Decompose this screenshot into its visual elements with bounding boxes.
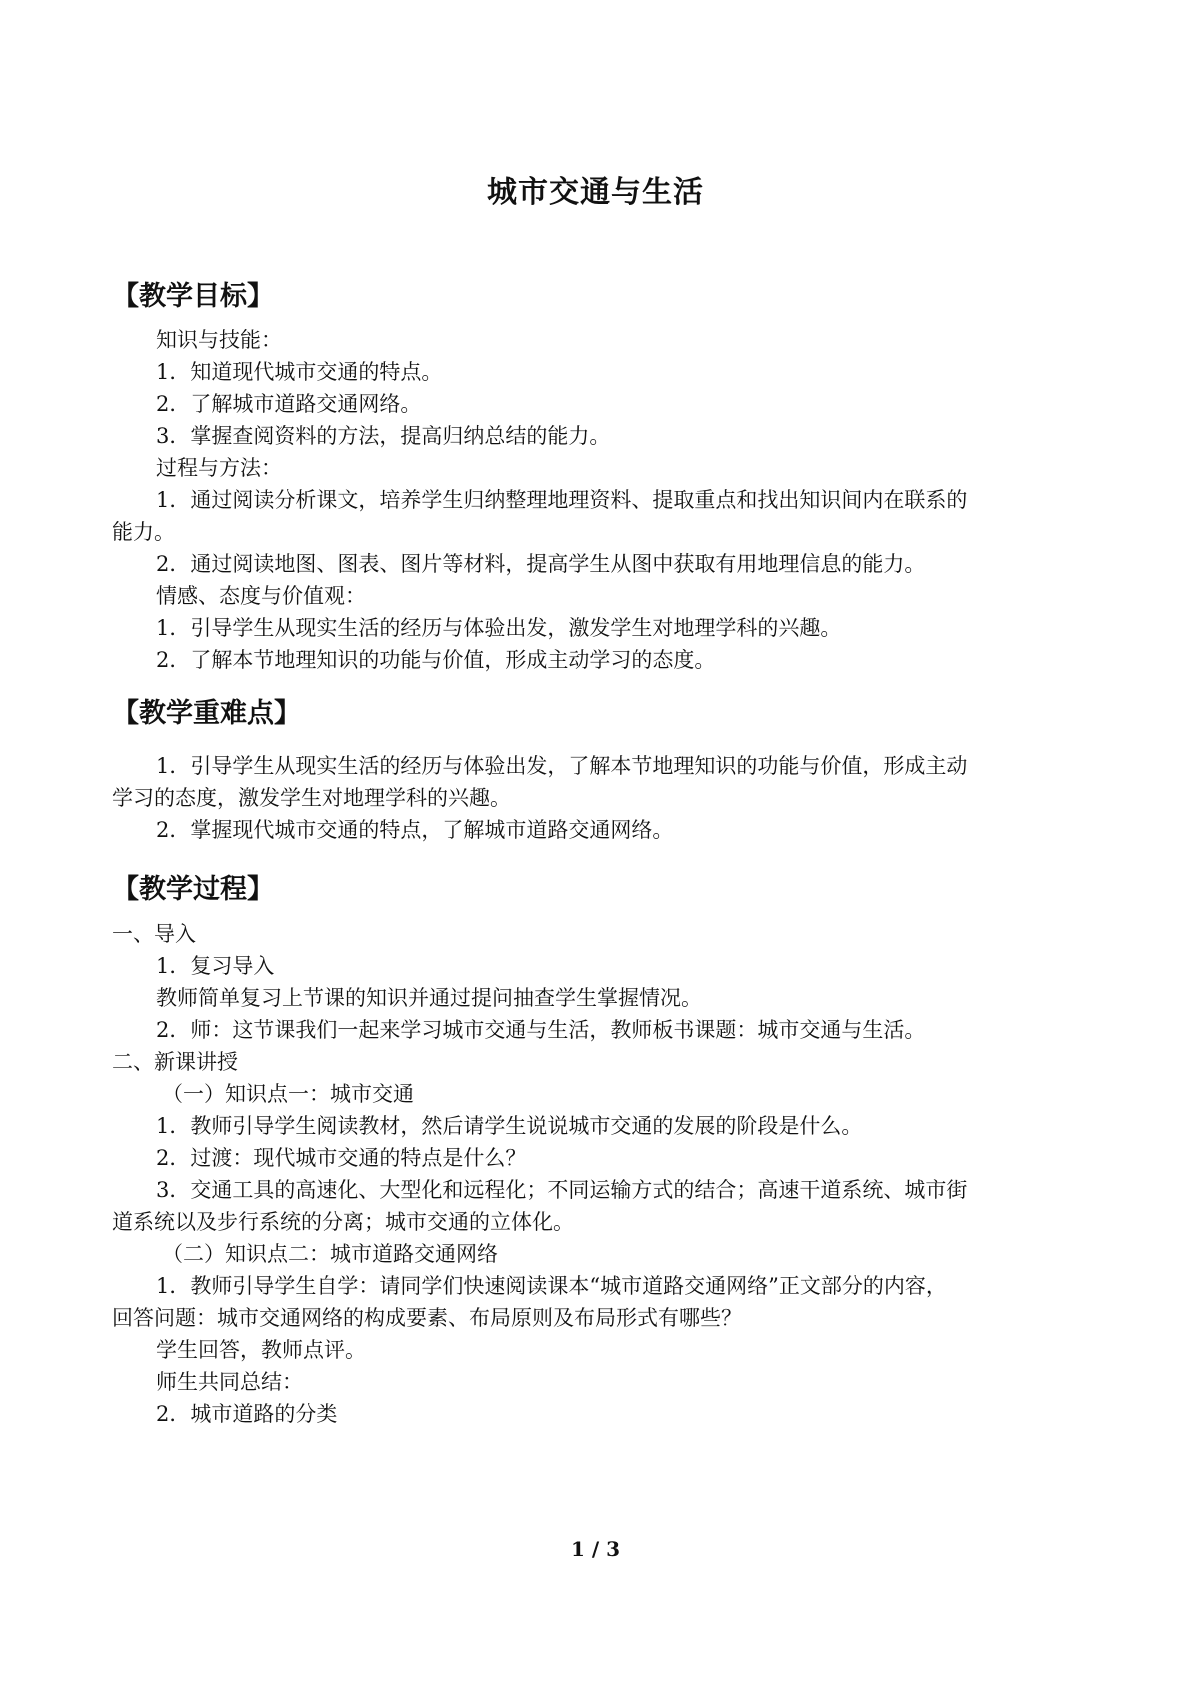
paragraph-line: 回答问题：城市交通网络的构成要素、布局原则及布局形式有哪些？	[112, 1306, 742, 1330]
paragraph-line: 学习的态度，激发学生对地理学科的兴趣。	[112, 786, 511, 810]
section-heading-process: 【教学过程】	[112, 874, 274, 905]
paragraph-line: 2．通过阅读地图、图表、图片等材料，提高学生从图中获取有用地理信息的能力。	[156, 552, 926, 576]
paragraph-line: （二）知识点二：城市道路交通网络	[162, 1242, 498, 1266]
section-body-keypoints	[112, 750, 1088, 846]
section-body-goals	[112, 324, 1088, 676]
paragraph-line: 1．教师引导学生自学：请同学们快速阅读课本“城市道路交通网络”正文部分的内容，	[156, 1274, 947, 1298]
paragraph-line: 3．交通工具的高速化、大型化和远程化；不同运输方式的结合；高速干道系统、城市街	[156, 1178, 968, 1202]
paragraph-line: 过程与方法：	[156, 456, 282, 480]
paragraph-line: 1．知道现代城市交通的特点。	[156, 360, 443, 384]
paragraph-line: 能力。	[112, 520, 175, 544]
paragraph-line: 学生回答，教师点评。	[156, 1338, 366, 1362]
paragraph-line: 2．过渡：现代城市交通的特点是什么？	[156, 1146, 527, 1170]
paragraph-line: （一）知识点一：城市交通	[162, 1082, 414, 1106]
section-heading-goals: 【教学目标】	[112, 281, 274, 312]
paragraph-line: 教师简单复习上节课的知识并通过提问抽查学生掌握情况。	[156, 986, 702, 1010]
page-number: 1 / 3	[570, 1537, 621, 1561]
paragraph-line: 二、新课讲授	[112, 1050, 238, 1074]
paragraph-line: 1．通过阅读分析课文，培养学生归纳整理地理资料、提取重点和找出知识间内在联系的	[156, 488, 968, 512]
paragraph-line: 2．城市道路的分类	[156, 1402, 338, 1426]
paragraph-line: 一、导入	[112, 922, 196, 946]
paragraph-line: 2．师：这节课我们一起来学习城市交通与生活，教师板书课题：城市交通与生活。	[156, 1018, 926, 1042]
paragraph-line: 师生共同总结：	[156, 1370, 303, 1394]
paragraph-line: 1．复习导入	[156, 954, 275, 978]
paragraph-line: 知识与技能：	[156, 328, 282, 352]
paragraph-line: 1．教师引导学生阅读教材，然后请学生说说城市交通的发展的阶段是什么。	[156, 1114, 863, 1138]
paragraph-line: 情感、态度与价值观：	[156, 584, 366, 608]
section-heading-keypoints: 【教学重难点】	[112, 698, 301, 729]
paragraph-line: 3．掌握查阅资料的方法，提高归纳总结的能力。	[156, 424, 611, 448]
paragraph-line: 2．了解本节地理知识的功能与价值，形成主动学习的态度。	[156, 648, 716, 672]
section-body-process	[112, 918, 1088, 1430]
paragraph-line: 2．了解城市道路交通网络。	[156, 392, 422, 416]
paragraph-line: 1．引导学生从现实生活的经历与体验出发，了解本节地理知识的功能与价值，形成主动	[156, 754, 968, 778]
paragraph-line: 道系统以及步行系统的分离；城市交通的立体化。	[112, 1210, 574, 1234]
page-title: 城市交通与生活	[487, 175, 704, 210]
paragraph-line: 2．掌握现代城市交通的特点，了解城市道路交通网络。	[156, 818, 674, 842]
paragraph-line: 1．引导学生从现实生活的经历与体验出发，激发学生对地理学科的兴趣。	[156, 616, 842, 640]
